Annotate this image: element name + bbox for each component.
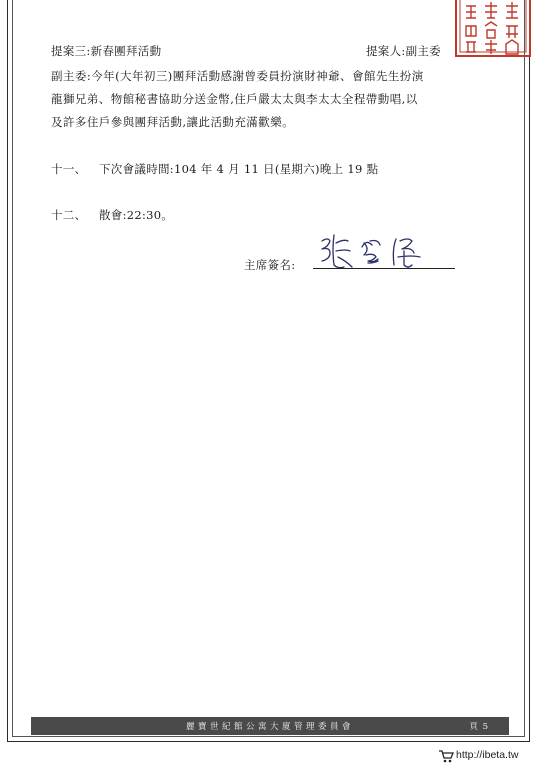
proposal-title: 提案三:新春團拜活動 — [51, 44, 162, 58]
page-frame-inner — [12, 0, 525, 737]
body-line-2: 龍獅兄弟、物館秘書協助分送金幣,住戶嚴太太與李太太全程帶動唱,以 — [51, 92, 418, 106]
signature-label: 主席簽名: — [244, 258, 296, 272]
shopping-cart-icon — [438, 749, 454, 763]
adjournment: 散會:22:30。 — [99, 208, 174, 222]
footer-bar — [31, 717, 509, 735]
proposer: 提案人:副主委 — [366, 44, 441, 58]
handwritten-signature — [314, 229, 438, 273]
committee-seal — [452, 0, 534, 58]
body-line-1: 副主委:今年(大年初三)團拜活動感謝曾委員扮演財神爺、會館先生扮演 — [51, 69, 424, 83]
signature-line — [313, 268, 455, 269]
item-11-number: 十一、 — [51, 162, 87, 176]
next-meeting-time: 下次會議時間:104 年 4 月 11 日(星期六)晚上 19 點 — [99, 162, 379, 176]
page-number: 頁 5 — [469, 722, 489, 732]
footer-title: 麗寶世紀館公寓大廈管理委員會 — [185, 722, 354, 732]
watermark-text: http://ibeta.tw — [456, 749, 519, 761]
item-12-number: 十二、 — [51, 208, 87, 222]
watermark — [438, 748, 538, 764]
body-line-3: 及許多住戶參與團拜活動,讓此活動充滿歡樂。 — [51, 115, 295, 129]
